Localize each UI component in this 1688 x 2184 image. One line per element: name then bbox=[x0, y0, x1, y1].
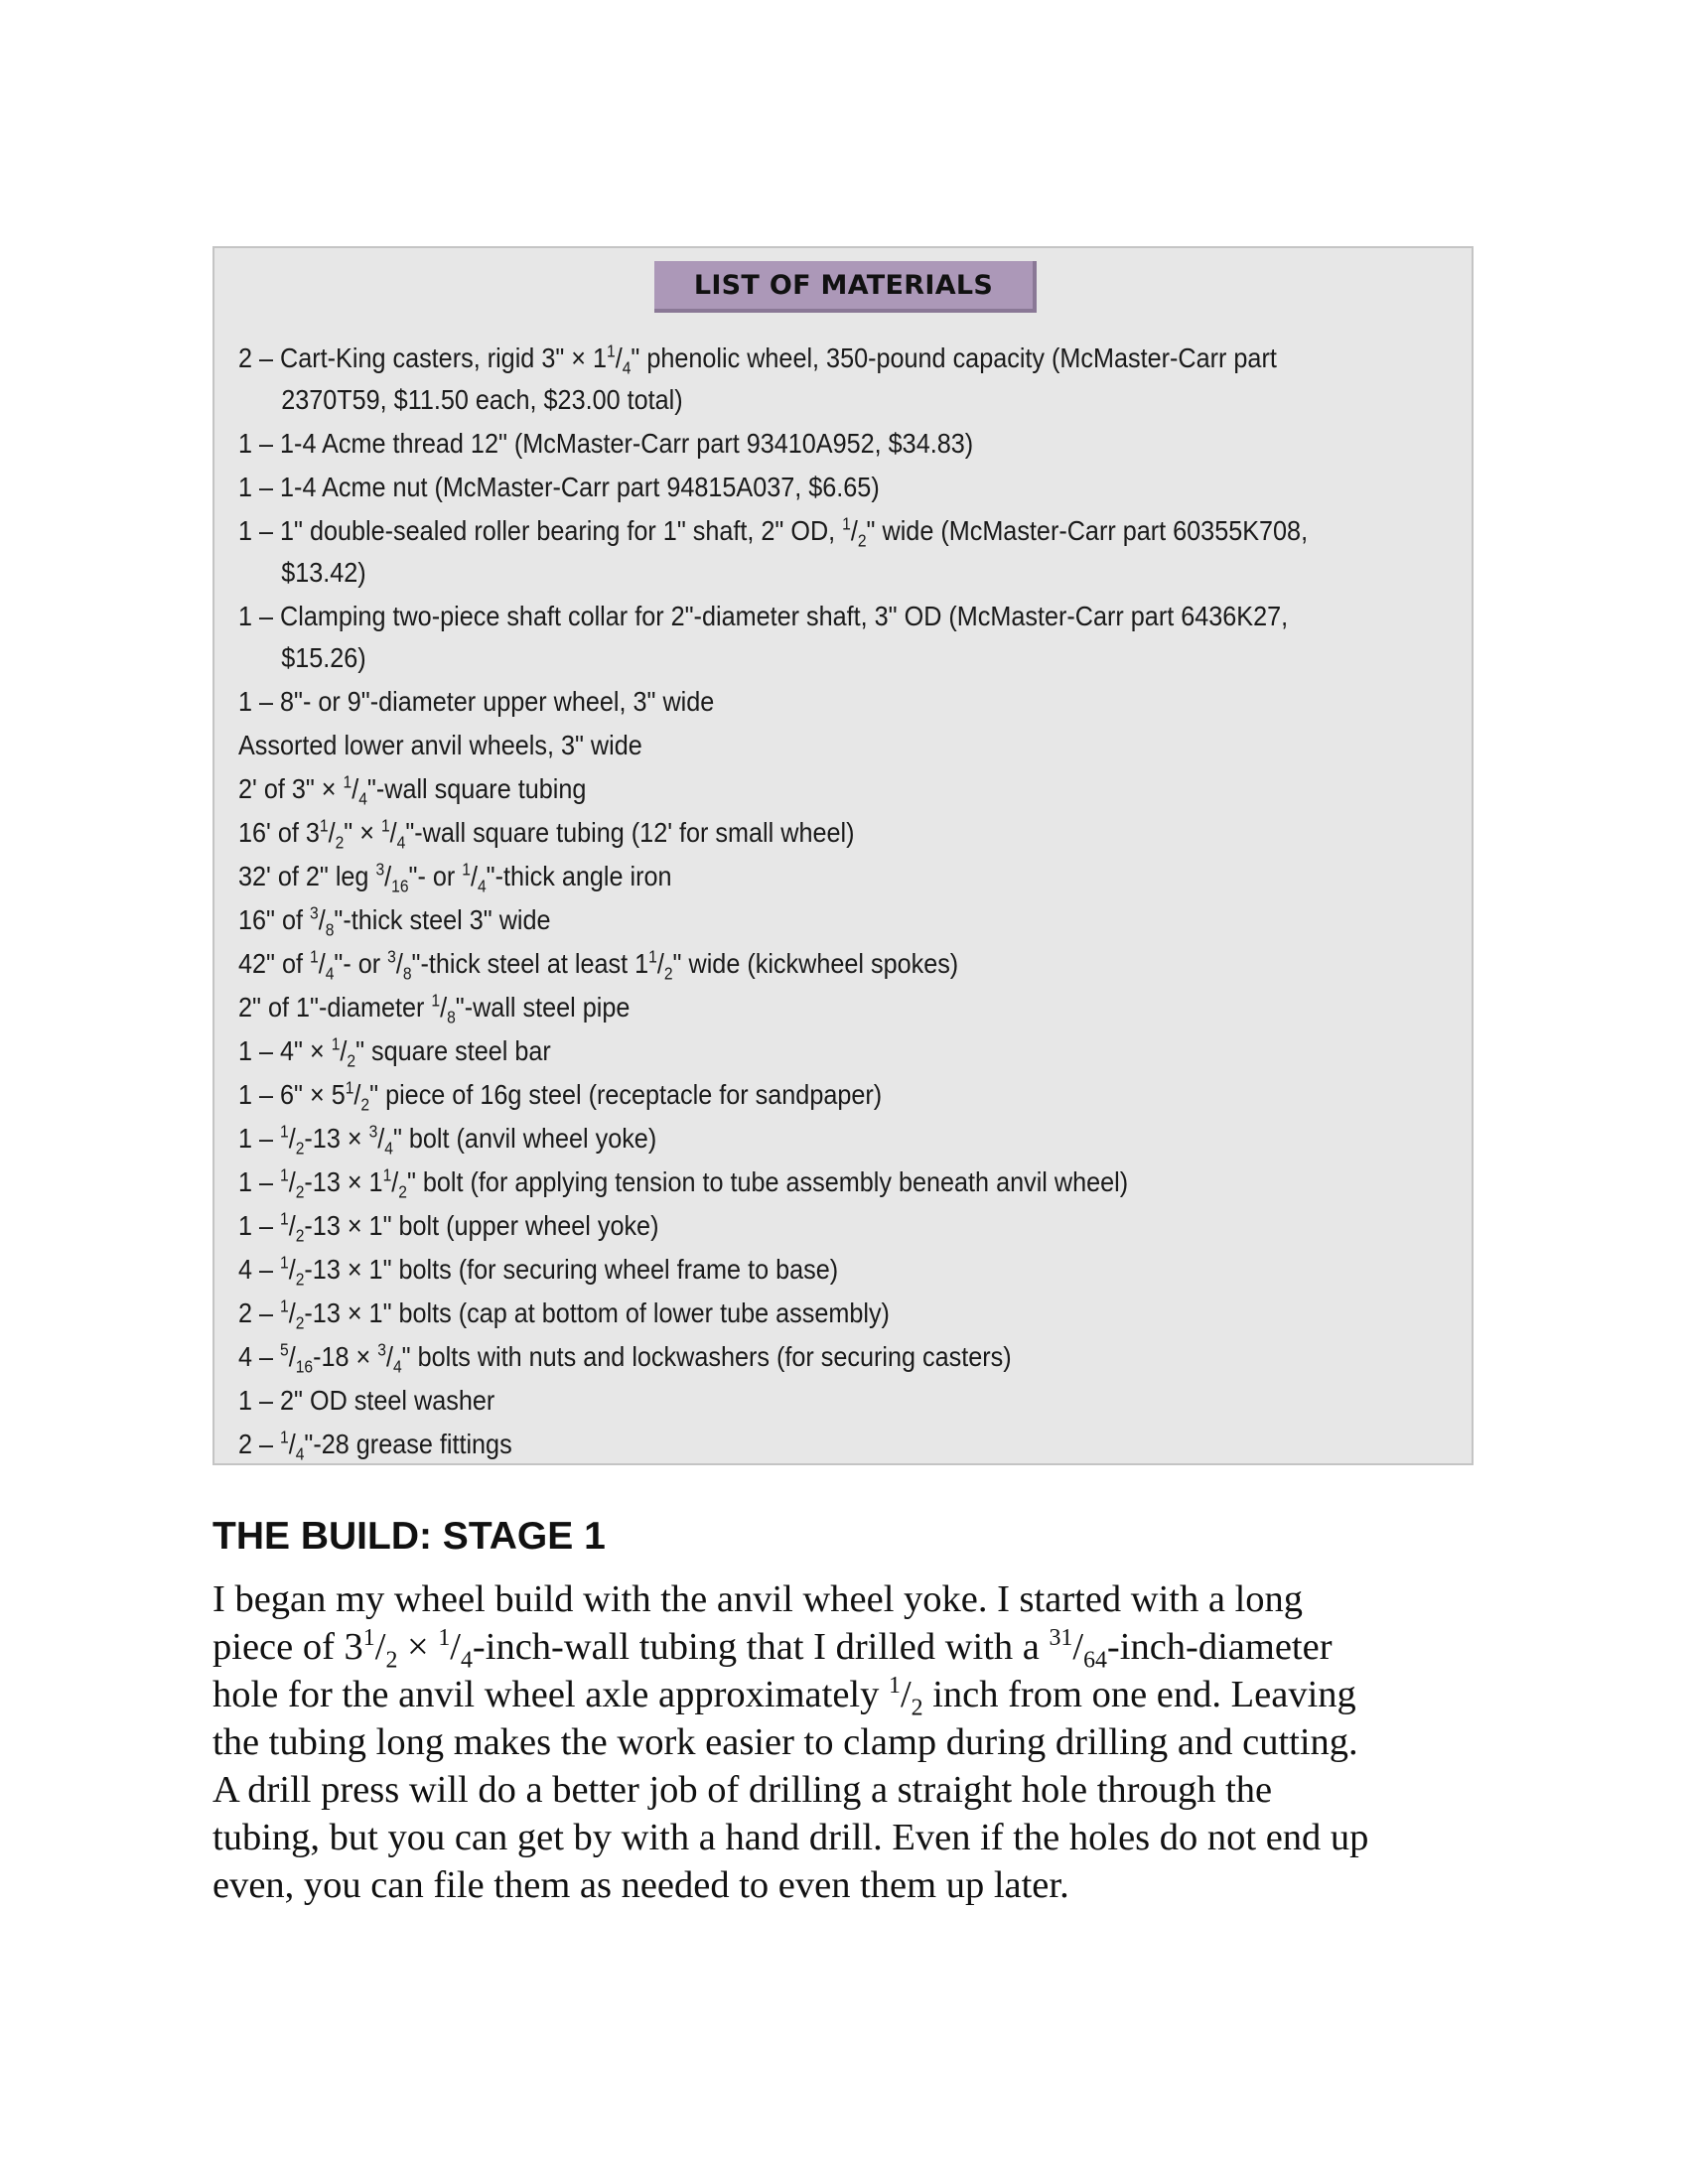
materials-item: 1 – 6" × $5^1/_2$" piece of 16g steel (receptacle for sandpaper) bbox=[238, 1077, 883, 1115]
materials-item: $4 - ^5/_{16}-18 \times ^3/_4$" bolts with nuts and lockwashers (for securing casters) bbox=[238, 1339, 1012, 1377]
section-heading: THE BUILD: STAGE 1 bbox=[212, 1515, 606, 1558]
materials-item: $4 - ^1/_2-13 \times 1$" bolts (for securing wheel frame to base) bbox=[238, 1252, 839, 1290]
materials-item: 2" of 1"-diameter $^1/_8$"-wall steel pipe bbox=[238, 990, 631, 1027]
materials-item: $1 - ^1/_2-13 \times 1^1/_2$" bolt (for applying tension to tube assembly beneath anvil wheel) bbox=[238, 1164, 1129, 1202]
body-line: tubing, but you can get by with a hand drill. Even if the holes do not end up bbox=[212, 1817, 1369, 1858]
body-line: A drill press will do a better job of drilling a straight hole through the bbox=[212, 1769, 1273, 1811]
materials-list bbox=[238, 338, 1337, 1467]
materials-item: $1 - ^1/_2-13 \times 1$" bolt (upper wheel yoke) bbox=[238, 1208, 659, 1246]
materials-item: 1 – 1" double-sealed roller bearing for 1" shaft, 2" OD, $^1/_2$" wide (McMaster-Carr part 60355K708, $13.42) bbox=[238, 513, 1309, 588]
body-line: I began my wheel build with the anvil wheel yoke. I started with a long bbox=[212, 1578, 1304, 1620]
body-line: the tubing long makes the work easier to clamp during drilling and cutting. bbox=[212, 1721, 1358, 1763]
materials-item: 2 – Cart-King casters, rigid 3" × $1^1/_4$" phenolic wheel, 350-pound capacity (McMaster-Carr part 2370T59, $11.50 each, $23.00 total) bbox=[238, 341, 1277, 415]
materials-item: $2 - ^1/_2-13 \times 1$" bolts (cap at bottom of lower tube assembly) bbox=[238, 1296, 890, 1333]
materials-sidebar bbox=[212, 246, 1474, 1465]
materials-item: 1 – 8"- or 9"-diameter upper wheel, 3" wide bbox=[238, 686, 715, 717]
materials-item: 16" of $^3/_8$"-thick steel 3" wide bbox=[238, 902, 551, 940]
body-line: even, you can file them as needed to even them up later. bbox=[212, 1864, 1069, 1906]
materials-title: LIST OF MATERIALS bbox=[654, 261, 1037, 313]
materials-item: 42" of $^1/_4"-$ or $^3/_8$"-thick steel at least $1^1/_2$" wide (kickwheel spokes) bbox=[238, 946, 959, 984]
materials-item: 1 – 1-4 Acme thread 12" (McMaster-Carr part 93410A952, $34.83) bbox=[238, 428, 974, 459]
materials-item: 1 – 2" OD steel washer bbox=[238, 1385, 495, 1416]
materials-item: 1 – 4" × $^1/_2$" square steel bar bbox=[238, 1033, 551, 1071]
materials-item: $2 - ^1/_4"-28$ grease fittings bbox=[238, 1427, 512, 1464]
materials-item: 32' of 2" leg $^3/_{16}"-$ or $^1/_4$"-thick angle iron bbox=[238, 859, 672, 896]
materials-item: 1 – 1-4 Acme nut (McMaster-Carr part 94815A037, $6.65) bbox=[238, 472, 880, 502]
body-line: hole for the anvil wheel axle approximately $^1/_2$ inch from one end. Leaving bbox=[212, 1673, 1356, 1721]
materials-item: Assorted lower anvil wheels, 3" wide bbox=[238, 730, 642, 760]
materials-item: 2' of 3" × $^1/_4$"-wall square tubing bbox=[238, 771, 587, 809]
materials-item: 1 – Clamping two-piece shaft collar for 2"-diameter shaft, 3" OD (McMaster-Carr part 6436K27, $15.26) bbox=[238, 601, 1289, 673]
materials-item: 16' of $3^1/_2$" × $^1/_4$"-wall square tubing (12' for small wheel) bbox=[238, 815, 855, 853]
body-line: piece of $3^1/_2$ × $^1/_4-inch$-wall tubing that I drilled with a $^{31}/_{64}-inch$-diameter bbox=[212, 1625, 1333, 1674]
body-paragraph bbox=[212, 1575, 1483, 1909]
materials-item: $1 - ^1/_2-13 \times ^3/_4$" bolt (anvil wheel yoke) bbox=[238, 1121, 657, 1159]
